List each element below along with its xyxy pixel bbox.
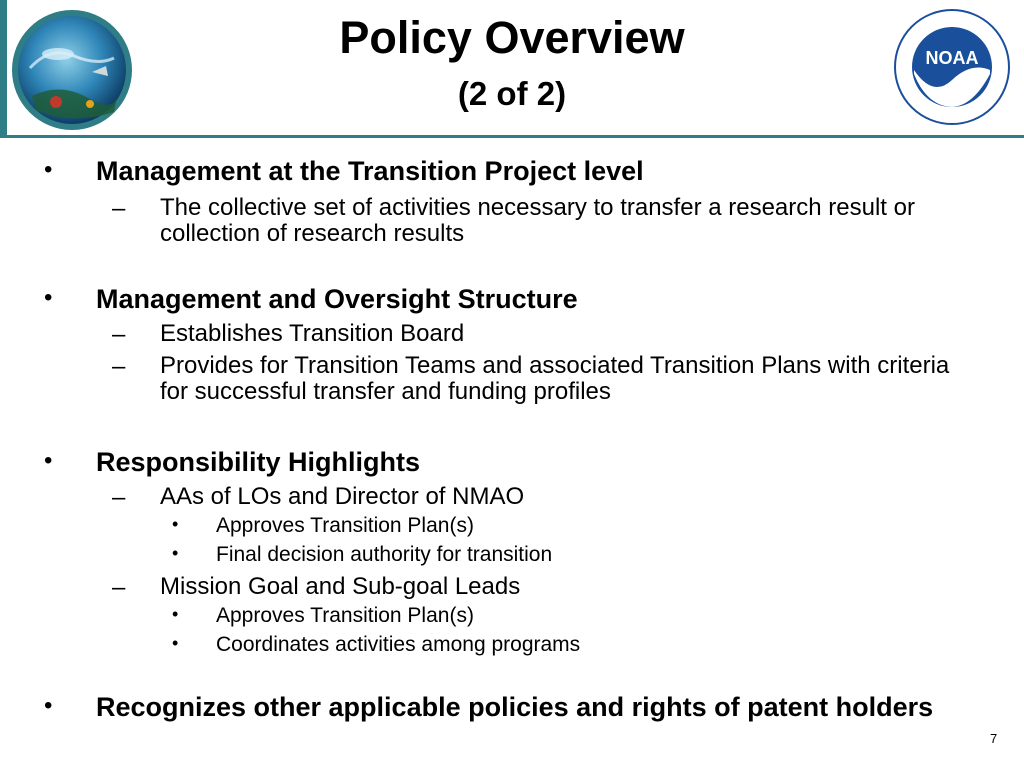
dash-marker: – xyxy=(112,353,126,380)
bullet-marker: • xyxy=(172,604,179,624)
bullet-text: Recognizes other applicable policies and rights of patent holders xyxy=(96,692,934,722)
sub-bullet-text: AAs of LOs and Director of NMAO xyxy=(160,483,525,510)
sub-sub-bullet-text: Coordinates activities among programs xyxy=(216,633,581,656)
noaa-logo-text: NOAA xyxy=(925,48,979,68)
sub-sub-bullet-text: Approves Transition Plan(s) xyxy=(216,514,474,537)
bullet-text: Management and Oversight Structure xyxy=(96,284,578,314)
page-number: 7 xyxy=(990,731,998,746)
bullet-marker: • xyxy=(44,447,53,474)
dash-marker: – xyxy=(112,484,126,511)
bullet-marker: • xyxy=(44,284,53,311)
sub-bullet-text: Mission Goal and Sub-goal Leads xyxy=(160,573,521,600)
sub-bullet-text: Provides for Transition Teams and associated Transition Plans with criteria for successful transfer and funding profiles xyxy=(160,352,950,405)
slide-title: Policy Overview xyxy=(339,12,685,63)
bullet-marker: • xyxy=(172,543,179,563)
bullet-marker: • xyxy=(44,692,53,719)
sub-sub-bullet-text: Final decision authority for transition xyxy=(216,543,553,566)
bullet-text: Management at the Transition Project level xyxy=(96,156,644,186)
sub-bullet-text: Establishes Transition Board xyxy=(160,320,465,347)
sub-sub-bullet-text: Approves Transition Plan(s) xyxy=(216,604,474,627)
bullet-marker: • xyxy=(44,156,53,183)
dash-marker: – xyxy=(112,321,126,348)
bullet-marker: • xyxy=(172,633,179,653)
sub-bullet-text: The collective set of activities necessary to transfer a research result or collection of research results xyxy=(160,194,915,247)
bullet-marker: • xyxy=(172,514,179,534)
dash-marker: – xyxy=(112,195,126,222)
bullet-text: Responsibility Highlights xyxy=(96,447,421,477)
slide-subtitle: (2 of 2) xyxy=(457,75,567,112)
dash-marker: – xyxy=(112,574,126,601)
